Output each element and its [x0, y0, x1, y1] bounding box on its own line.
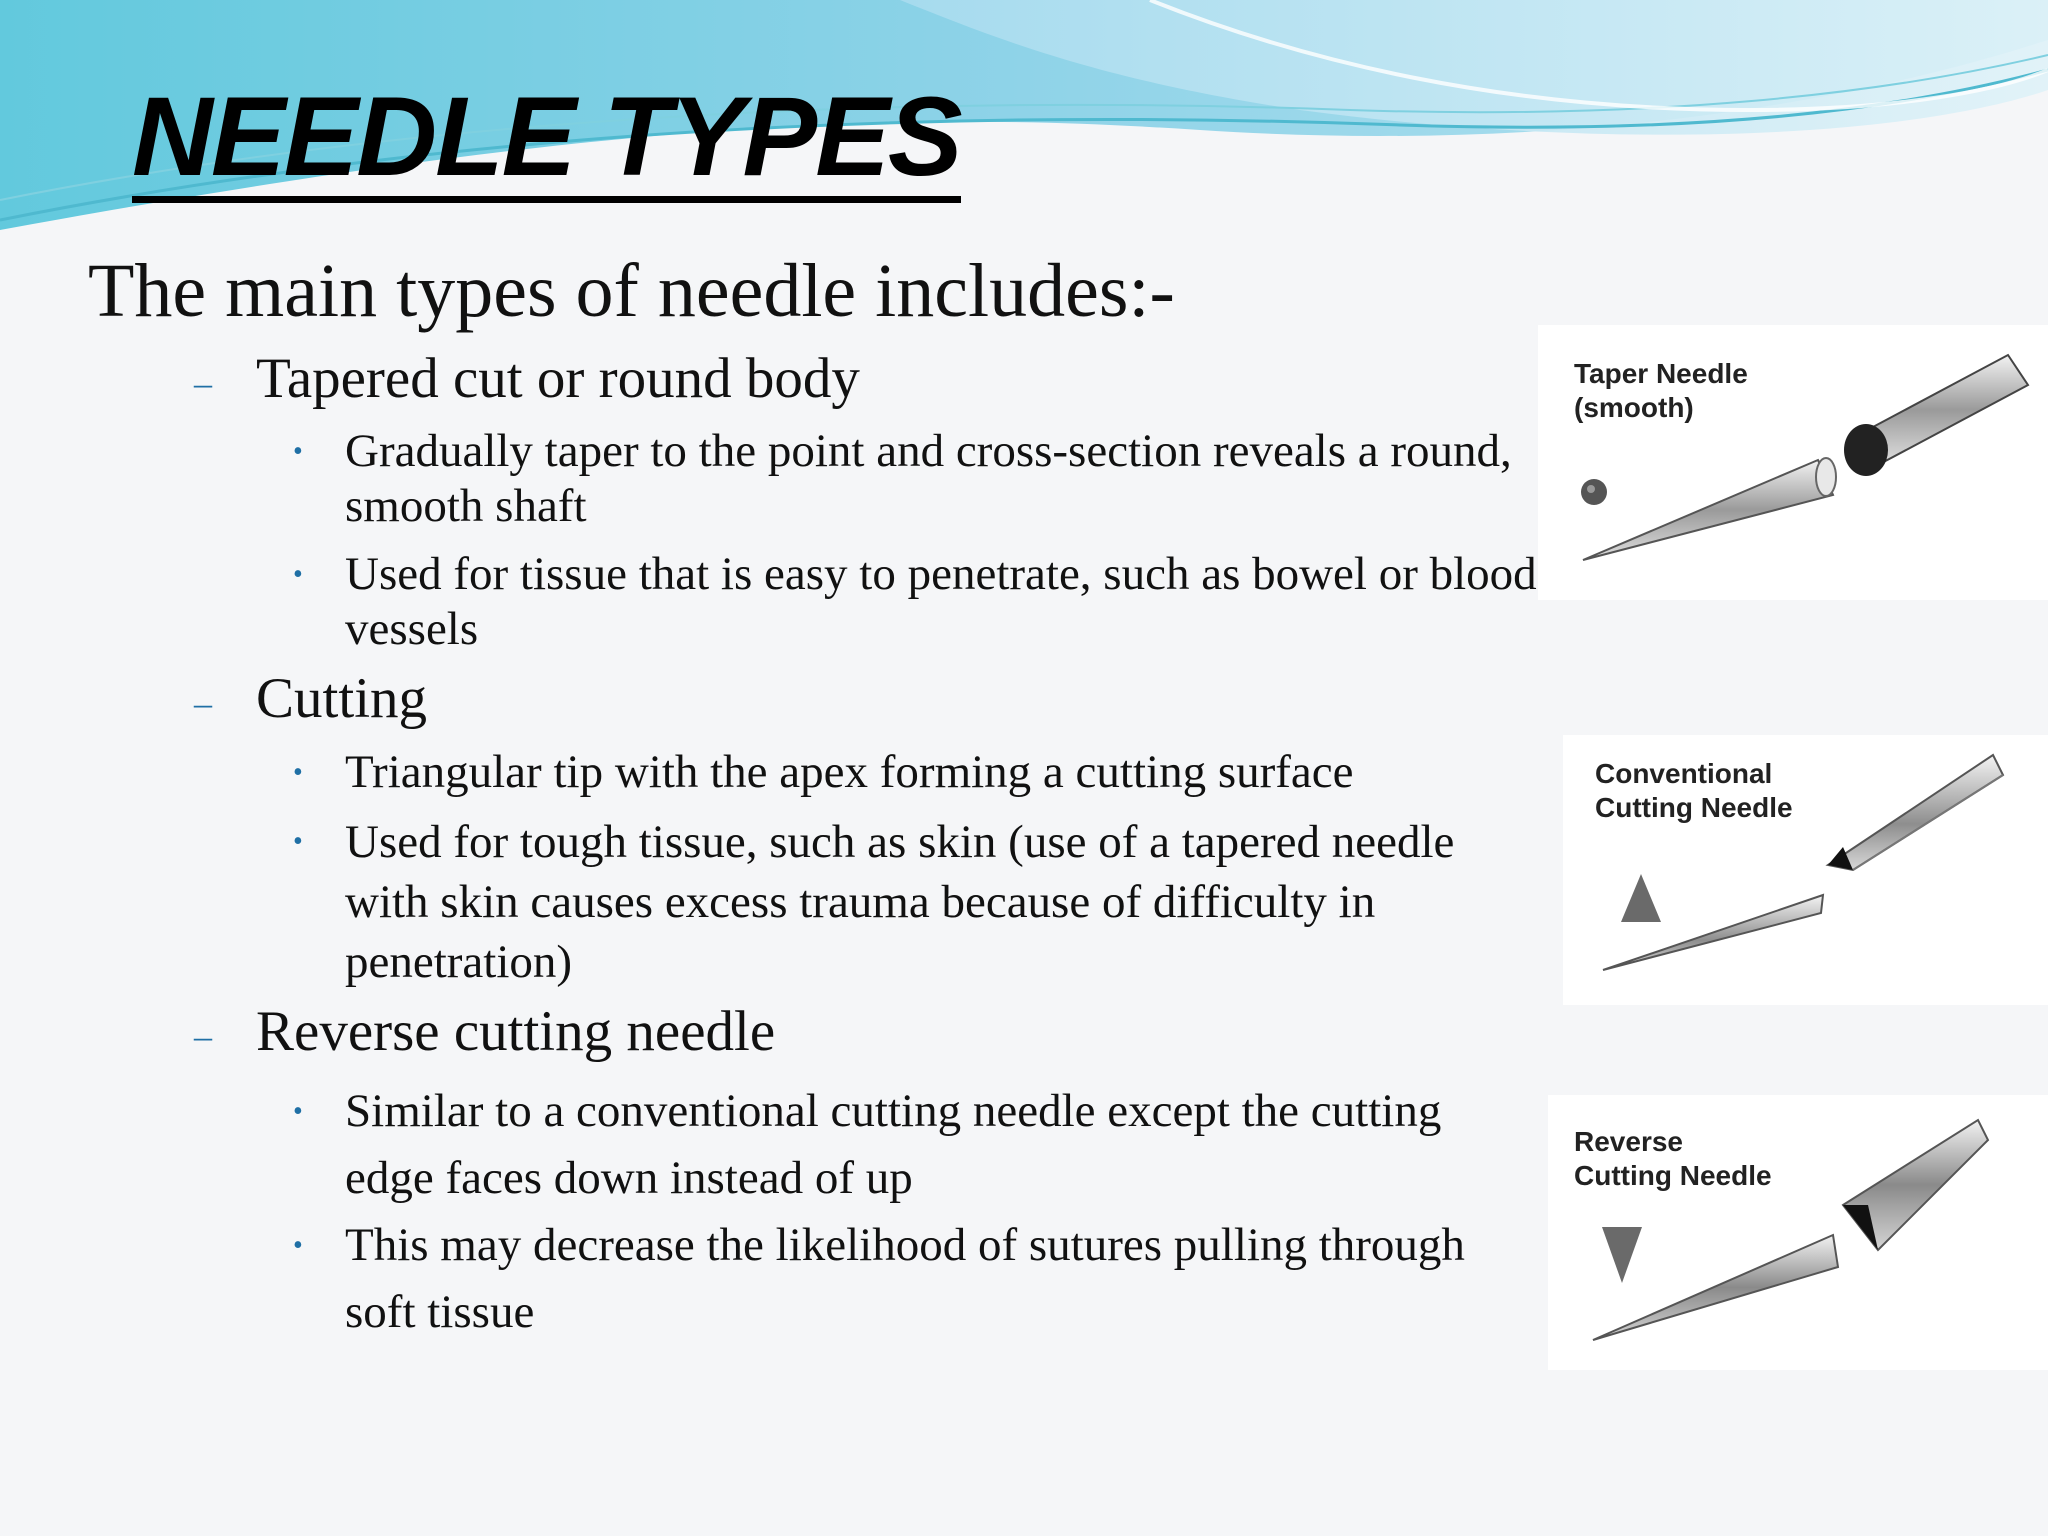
- figure-taper-needle: [1538, 325, 2048, 600]
- bullet-dot: •: [293, 826, 303, 857]
- dash-marker: –: [194, 1016, 212, 1056]
- bullet-reverse-1: [293, 1078, 1495, 1212]
- bullet-text: Triangular tip with the apex forming a cutting surface: [345, 746, 1354, 798]
- figure-reverse-cutting-needle: [1548, 1095, 2048, 1370]
- section-heading-reverse: [194, 1000, 776, 1064]
- bullet-tapered-1: [293, 424, 1575, 534]
- figure-conventional-cutting-needle: [1563, 735, 2048, 1005]
- bullet-dot: •: [293, 757, 303, 788]
- bullet-text: Gradually taper to the point and cross-section reveals a round, smooth shaft: [345, 425, 1512, 532]
- triangle-up-icon: [1619, 872, 1663, 924]
- slide-title: NEEDLE TYPES: [132, 78, 961, 203]
- bullet-tapered-2: [293, 547, 1595, 657]
- bullet-dot: •: [293, 1096, 303, 1127]
- figure-label-taper: Taper Needle (smooth): [1574, 358, 1748, 423]
- bullet-text: Used for tissue that is easy to penetrate, such as bowel or blood vessels: [345, 548, 1537, 655]
- bullet-dot: •: [293, 436, 303, 467]
- bullet-dot: •: [293, 1230, 303, 1261]
- bullet-cutting-2: [293, 812, 1495, 992]
- round-cross-section-icon: [1579, 477, 1609, 507]
- bullet-cutting-1: [293, 745, 1585, 800]
- figure-label-reverse: Reverse Cutting Needle: [1574, 1126, 1772, 1191]
- section-heading-tapered: [194, 347, 860, 411]
- triangle-down-icon: [1600, 1225, 1644, 1285]
- intro-text: The main types of needle includes:-: [88, 249, 1175, 333]
- figure-label-conventional: Conventional Cutting Needle: [1595, 758, 1793, 823]
- bullet-text: This may decrease the likelihood of sutures pulling through soft tissue: [345, 1219, 1465, 1338]
- section-heading-text: Cutting: [256, 667, 428, 730]
- section-heading-cutting: [194, 667, 428, 731]
- bullet-text: Used for tough tissue, such as skin (use of a tapered needle with skin causes excess trauma because of difficulty in penetration): [345, 816, 1455, 988]
- dash-marker: –: [194, 363, 212, 403]
- section-heading-text: Reverse cutting needle: [256, 1000, 776, 1063]
- bullet-dot: •: [293, 559, 303, 590]
- section-heading-text: Tapered cut or round body: [256, 347, 860, 410]
- bullet-text: Similar to a conventional cutting needle except the cutting edge faces down instead of up: [345, 1085, 1442, 1204]
- bullet-reverse-2: [293, 1212, 1495, 1346]
- dash-marker: –: [194, 683, 212, 723]
